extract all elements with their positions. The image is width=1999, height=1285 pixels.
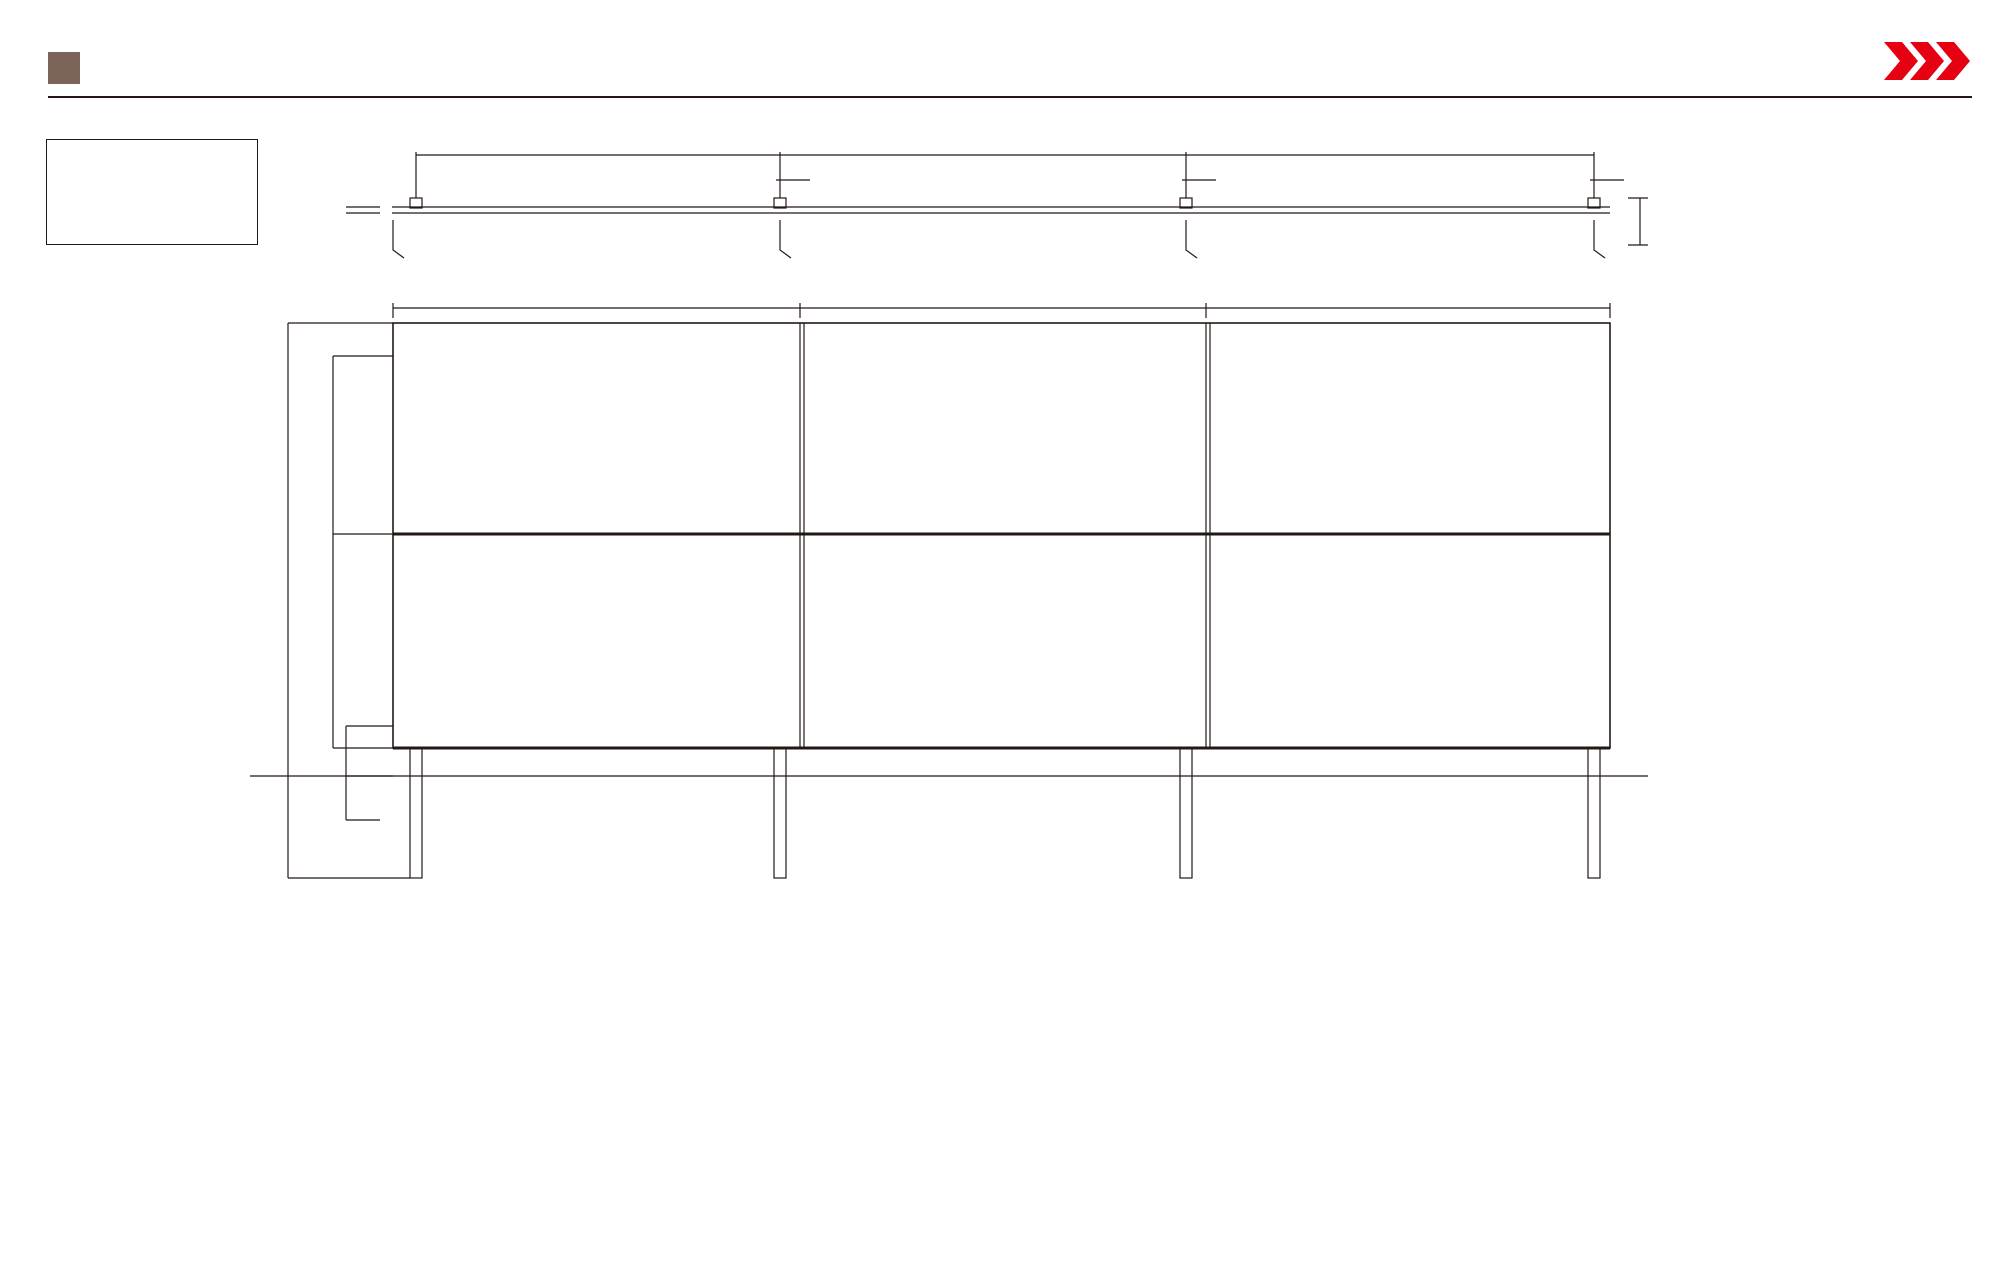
total-row — [1526, 1168, 1540, 1198]
